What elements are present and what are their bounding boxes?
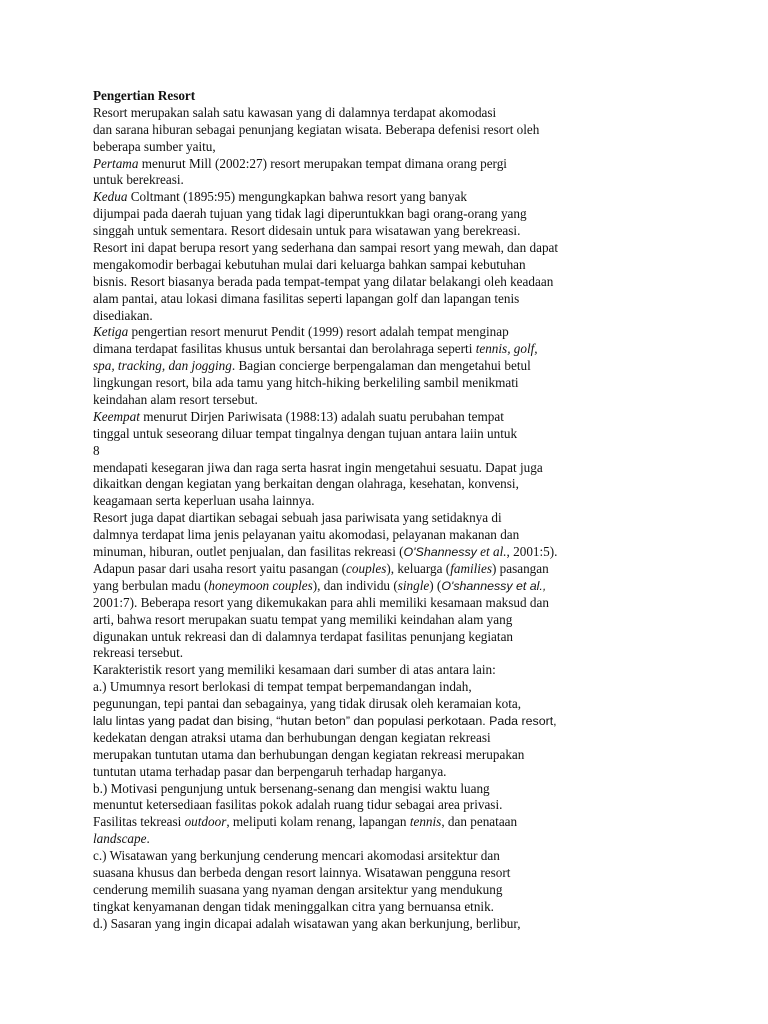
text-segment: suasana khusus dan berbeda dengan resort lainnya. Wisatawan pengguna resort [93,864,511,880]
text-line [93,476,653,493]
text-segment: keagamaan serta keperluan usaha lainnya. [93,493,315,509]
text-segment: d.) Sasaran yang ingin dicapai adalah wisatawan yang akan berkunjung, berlibur, [93,915,521,931]
text-segment: alam pantai, atau lokasi dimana fasilitas seperti lapangan golf dan lapangan tenis [93,290,520,306]
text-segment: Keempat [93,408,140,424]
text-line [93,797,653,814]
text-segment: Adapun pasar dari usaha resort yaitu pasangan ( [93,560,347,576]
text-line [93,679,653,696]
text-line [93,781,653,798]
text-segment: c.) Wisatawan yang berkunjung cenderung mencari akomodasi arsitektur dan [93,848,500,864]
text-segment: dalmnya terdapat lima jenis pelayanan yaitu akomodasi, pelayanan makanan dan [93,527,520,543]
text-line [93,341,653,358]
document-title: Pengertian Resort [93,88,196,103]
text-line [93,274,653,291]
text-segment: b.) Motivasi pengunjung untuk bersenang-senang dan mengisi waktu luang [93,780,490,796]
text-segment: dan sarana hiburan sebagai penunjang kegiatan wisata. Beberapa defenisi resort oleh [93,121,540,137]
text-line [93,612,653,629]
text-segment: tennis, golf, [475,341,538,357]
text-line [93,105,653,122]
text-segment: single [397,577,430,593]
text-segment: tingkat kenyamanan dengan tidak meninggalkan citra yang bernuansa etnik. [93,898,494,914]
text-segment: dimana terdapat fasilitas khusus untuk bersantai dan berolahraga seperti [93,341,476,357]
text-segment: tinggal untuk seseorang diluar tempat tingalnya dengan tujuan antara laiin untuk [93,425,518,441]
text-segment: . [146,831,150,847]
text-segment: Resort ini dapat berupa resort yang sederhana dan sampai resort yang mewah, dan dapat [93,240,559,256]
text-segment: pengertian resort menurut Pendit (1999) resort adalah tempat menginap [128,324,509,340]
text-line [93,291,653,308]
text-line [93,189,653,206]
text-segment: Pertama [93,155,139,171]
text-segment: , meliputi kolam renang, lapangan [226,814,410,830]
text-line [93,561,653,578]
text-line [93,814,653,831]
text-segment: dijumpai pada daerah tujuan yang tidak lagi diperuntukkan bagi orang-orang yang [93,206,527,222]
text-line [93,460,653,477]
text-segment: ), dan individu ( [312,577,398,593]
text-line [93,764,653,781]
text-segment: mengakomodir berbagai kebutuhan mulai dari keluarga bahkan sampai kebutuhan [93,256,526,272]
text-line [93,831,653,848]
text-line [93,392,653,409]
text-segment: 8 [93,442,100,458]
text-line [93,257,653,274]
text-line [93,493,653,510]
text-segment: lalu lintas yang padat dan bising, “hutan beton” dan populasi perkotaan. Pada resort, [93,713,557,728]
text-segment: spa, tracking, dan jogging [93,358,232,374]
text-segment: tuntutan utama terhadap pasar dan berpengaruh terhadap harganya. [93,763,447,779]
text-segment: honeymoon couples [208,577,313,593]
text-segment: tennis [409,814,442,830]
text-segment: Coltmant (1895:95) mengungkapkan bahwa resort yang banyak [127,189,467,205]
text-line [93,223,653,240]
text-line [93,156,653,173]
text-segment: disediakan. [93,307,153,323]
text-segment: , dan penataan [441,814,518,830]
text-segment: Karakteristik resort yang memiliki kesamaan dari sumber di atas antara lain: [93,662,496,678]
text-line [93,848,653,865]
text-line [93,899,653,916]
text-line [93,375,653,392]
text-segment: yang berbulan madu ( [93,577,209,593]
text-segment: rekreasi tersebut. [93,645,184,661]
text-segment: ) pasangan [491,560,549,576]
text-line [93,122,653,139]
text-line [93,629,653,646]
text-line [93,578,653,595]
text-line [93,882,653,899]
text-segment: kedekatan dengan atraksi utama dan berhubungan dengan kegiatan rekreasi [93,729,491,745]
text-line [93,696,653,713]
text-segment: landscape [93,831,147,847]
text-segment: pegunungan, tepi pantai dan sebagainya, yang tidak dirusak oleh keramaian kota, [93,696,522,712]
text-segment: outdoor [184,814,227,830]
document-lines [93,105,653,933]
text-line [93,324,653,341]
text-segment: arti, bahwa resort merupakan suatu tempat yang memiliki keindahan alam yang [93,611,513,627]
text-segment: families [450,560,492,576]
text-line [93,308,653,325]
text-line [93,527,653,544]
text-segment: Fasilitas tekreasi [93,814,185,830]
text-segment: bisnis. Resort biasanya berada pada tempat-tempat yang dilatar belakangi oleh keadaan [93,273,554,289]
text-segment: dikaitkan dengan kegiatan yang berkaitan dengan olahraga, kesehatan, konvensi, [93,476,519,492]
text-segment: lingkungan resort, bila ada tamu yang hitch-hiking berkeliling sambil menikmati [93,375,519,391]
text-line [93,662,653,679]
text-line [93,916,653,933]
text-line [93,358,653,375]
text-segment: Resort juga dapat diartikan sebagai sebuah jasa pariwisata yang setidaknya di [93,510,502,526]
text-line [93,713,653,730]
text-segment: untuk berekreasi. [93,172,184,188]
text-segment: Resort merupakan salah satu kawasan yang di dalamnya terdapat akomodasi [93,104,497,120]
text-line [93,865,653,882]
text-segment: ), keluarga ( [386,560,451,576]
text-segment: et al. [480,544,507,560]
text-line [93,510,653,527]
text-segment: digunakan untuk rekreasi dan di dalamnya terdapat fasilitas penunjang kegiatan [93,628,514,644]
text-segment: singgah untuk sementara. Resort didesain untuk para wisatawan yang berekreasi. [93,223,521,239]
text-line [93,426,653,443]
text-segment: O'Shannessy [403,545,477,560]
text-line [93,443,653,460]
text-line [93,240,653,257]
text-segment: beberapa sumber yaitu, [93,138,216,154]
text-segment: , 2001:5). [506,544,558,560]
text-line [93,595,653,612]
text-segment: mendapati kesegaran jiwa dan raga serta hasrat ingin mengetahui sesuatu. Dapat juga [93,459,543,475]
text-segment: ) ( [429,577,442,593]
text-line [93,172,653,189]
text-segment: Kedua [93,189,128,205]
text-segment: a.) Umumnya resort berlokasi di tempat tempat berpemandangan indah, [93,679,472,695]
text-segment: . Bagian concierge berpengalaman dan mengetahui betul [231,358,531,374]
text-segment: cenderung memilih suasana yang nyaman dengan arsitektur yang mendukung [93,881,503,897]
text-segment: menurut Dirjen Pariwisata (1988:13) adalah suatu perubahan tempat [139,408,504,424]
text-segment: minuman, hiburan, outlet penjualan, dan fasilitas rekreasi ( [93,544,404,560]
text-segment: 2001:7). Beberapa resort yang dikemukakan para ahli memiliki kesamaan maksud dan [93,594,549,610]
text-segment: O'shannessy et al., [441,578,547,593]
text-segment: menurut Mill (2002:27) resort merupakan tempat dimana orang pergi [138,155,507,171]
text-segment: couples [346,560,387,576]
text-segment: keindahan alam resort tersebut. [93,392,258,408]
text-line [93,206,653,223]
document-body [93,88,653,933]
text-segment: menuntut ketersediaan fasilitas pokok adalah ruang tidur sebagai area privasi. [93,797,503,813]
text-line [93,139,653,156]
text-line [93,645,653,662]
text-line [93,747,653,764]
text-segment: merupakan tuntutan utama dan berhubungan dengan kegiatan rekreasi merupakan [93,746,525,762]
text-line [93,409,653,426]
text-segment: Ketiga [93,324,129,340]
text-line [93,730,653,747]
text-line [93,544,653,561]
